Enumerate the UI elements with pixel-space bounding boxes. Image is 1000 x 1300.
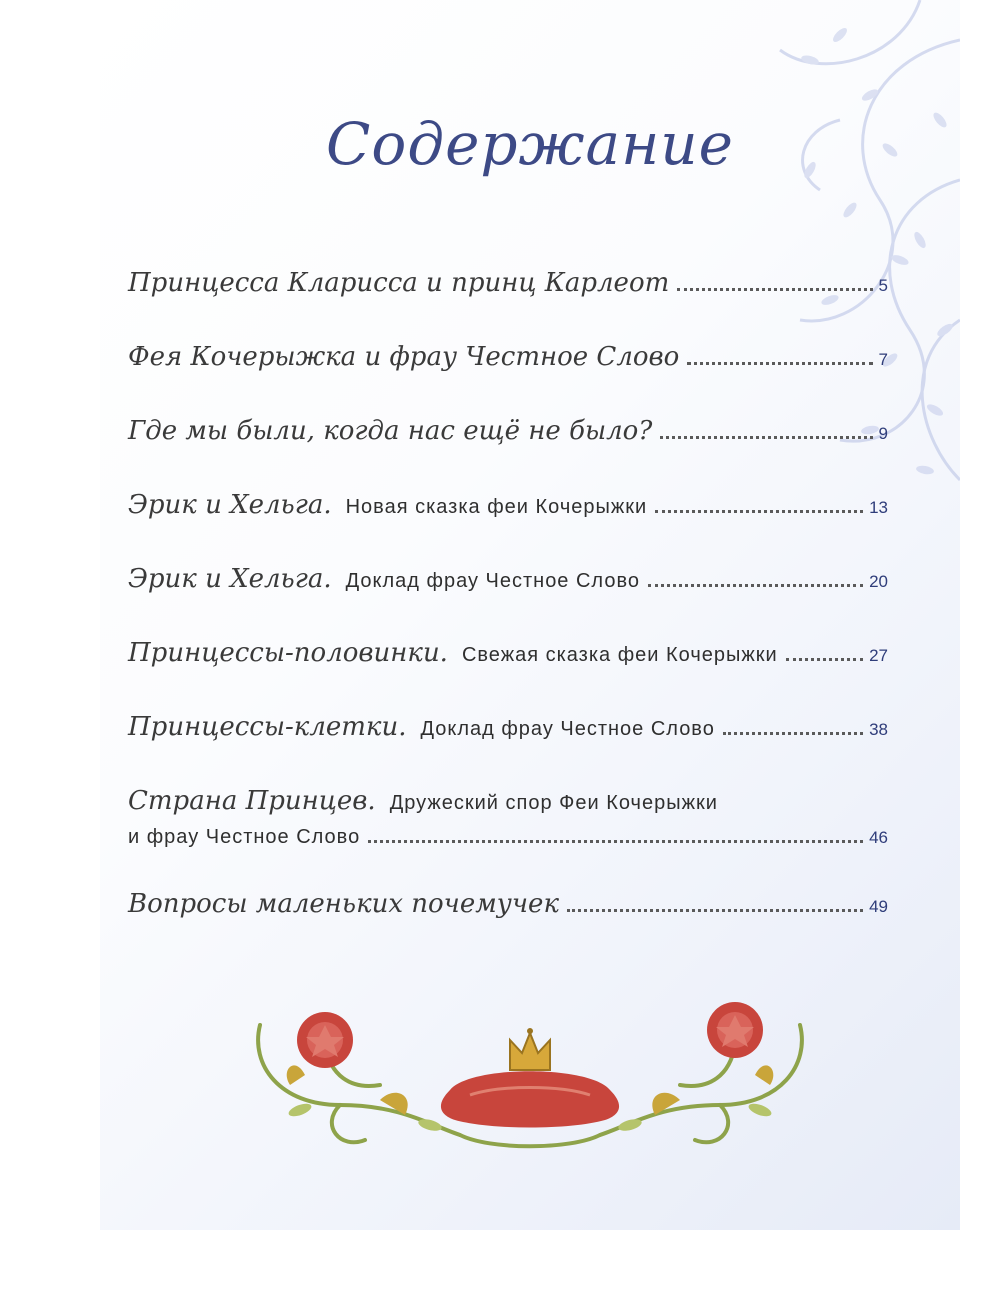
toc-entry[interactable] xyxy=(128,268,888,302)
entry-title: Эрик и Хельга. xyxy=(128,490,332,520)
page-number: 7 xyxy=(878,350,888,369)
dot-leader xyxy=(687,362,872,365)
dot-leader xyxy=(660,436,872,439)
page-number: 13 xyxy=(869,498,888,517)
entry-subtitle: Свежая сказка феи Кочерыжки xyxy=(461,644,778,666)
entry-title: Принцесса Кларисса и принц Карлеот xyxy=(128,268,670,298)
page-number: 27 xyxy=(869,646,888,665)
entry-subtitle: Доклад фрау Честное Слово xyxy=(420,718,715,740)
page-number: 49 xyxy=(869,897,888,916)
toc-entry[interactable] xyxy=(128,564,888,598)
entry-title: Эрик и Хельга. xyxy=(128,564,332,594)
toc-entry[interactable] xyxy=(128,712,888,746)
entry-subtitle: Доклад фрау Честное Слово xyxy=(345,570,640,592)
toc-entry[interactable] xyxy=(128,638,888,672)
page-number: 5 xyxy=(878,276,888,295)
page-title: Содержание xyxy=(326,110,734,178)
entry-subtitle: Дружеский спор Феи Кочерыжки xyxy=(389,792,718,814)
entry-title: Принцессы-клетки. xyxy=(128,712,407,742)
entry-title: Страна Принцев. xyxy=(128,786,376,816)
rose-icon xyxy=(707,1002,763,1058)
entry-title: Фея Кочерыжка и фрау Честное Слово xyxy=(128,342,680,372)
page-number: 38 xyxy=(869,720,888,739)
entry-title: Где мы были, когда нас ещё не было? xyxy=(128,416,653,446)
toc-entry[interactable] xyxy=(128,490,888,524)
page-number: 46 xyxy=(869,828,888,847)
book-page xyxy=(100,0,960,1230)
dot-leader xyxy=(723,732,863,735)
entry-subtitle: Новая сказка феи Кочерыжки xyxy=(345,496,648,518)
page-number: 20 xyxy=(869,572,888,591)
page-number: 9 xyxy=(878,424,888,443)
dot-leader xyxy=(655,510,863,513)
cushion-icon xyxy=(441,1071,619,1127)
toc-entry[interactable] xyxy=(128,416,888,450)
dot-leader xyxy=(786,658,863,661)
toc-entry[interactable] xyxy=(128,342,888,376)
dot-leader xyxy=(677,288,872,291)
crown-icon xyxy=(510,1028,550,1070)
dot-leader xyxy=(648,584,863,587)
toc-entry[interactable] xyxy=(128,786,888,849)
floral-crown-decoration xyxy=(230,985,830,1165)
toc-entry[interactable] xyxy=(128,889,888,923)
dot-leader xyxy=(368,840,863,843)
rose-icon xyxy=(297,1012,353,1068)
dot-leader xyxy=(567,909,863,912)
entry-subtitle-continued: и фрау Честное Слово xyxy=(128,826,361,848)
entry-title: Вопросы маленьких почемучек xyxy=(128,889,559,919)
entry-title: Принцессы-половинки. xyxy=(128,638,448,668)
table-of-contents xyxy=(128,268,888,963)
